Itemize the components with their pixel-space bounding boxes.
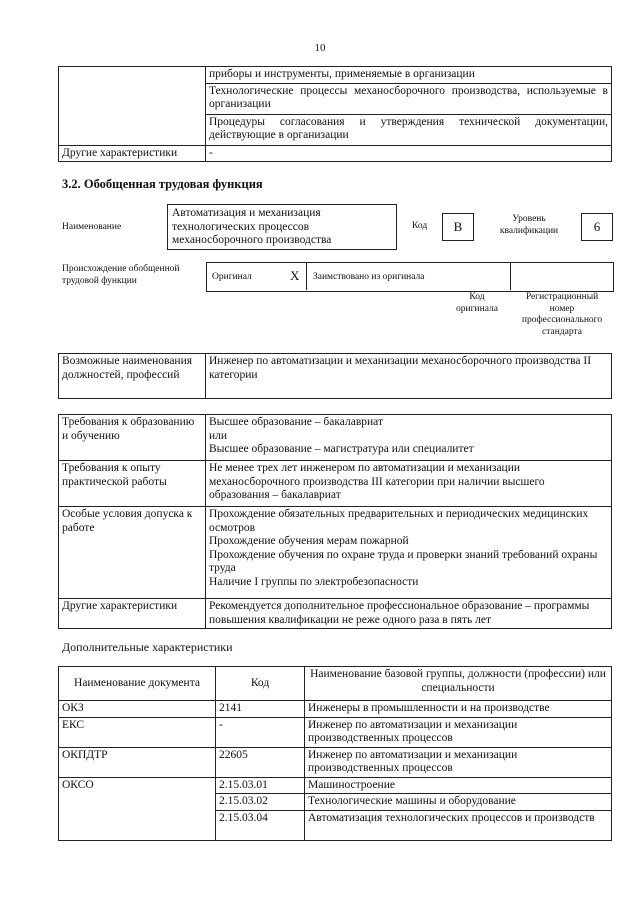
code-cell: - (216, 717, 305, 747)
code-cell: 2.15.03.02 (216, 794, 305, 811)
code-cell: 2141 (216, 701, 305, 718)
function-code: В (442, 213, 474, 241)
table-row (59, 701, 612, 718)
qualification-level: 6 (581, 213, 613, 241)
original-mark: X (290, 268, 300, 283)
top-table-cell: - (206, 145, 612, 162)
requirement-line: Прохождение обязательных предварительных и периодических медицинских осмотров (209, 508, 589, 534)
requirement-value (206, 599, 612, 629)
table-row (59, 717, 612, 747)
requirement-label: Другие характеристики (59, 599, 206, 629)
section-title: 3.2. Обобщенная трудовая функция (62, 177, 263, 191)
name-cell: Инженер по автоматизации и механизации производственных процессов (305, 717, 612, 747)
requirement-line: Наличие I группы по электробезопасности (209, 575, 419, 588)
table-row (59, 747, 612, 777)
requirement-label: Особые условия допуска к работе (59, 507, 206, 599)
doc-cell: ОКЗ (59, 701, 216, 718)
positions-table (58, 353, 612, 399)
requirement-value (206, 507, 612, 599)
additional-header: Наименование документа (59, 667, 216, 701)
top-table-cell-left (59, 114, 206, 145)
additional-title: Дополнительные характеристики (62, 640, 233, 654)
name-cell: Автоматизация технологических процессов и производств (305, 810, 612, 840)
name-cell: Технологические машины и оборудование (305, 794, 612, 811)
requirement-line: Прохождение обучения по охране труда и проверки знаний требований охраны труда (209, 548, 598, 574)
doc-cell: ОКСО (59, 777, 216, 840)
requirement-line: Рекомендуется дополнительное профессиональное образование – программы повышения квалификации не реже одного раза в пять лет (209, 600, 590, 626)
additional-header: Наименование базовой группы, должности (профессии) или специальности (305, 667, 612, 701)
name-cell: Инженер по автоматизации и механизации производственных процессов (305, 747, 612, 777)
requirement-label: Требования к опыту практической работы (59, 461, 206, 507)
requirement-line: Не менее трех лет инженером по автоматизации и механизации механосборочного производства III категории при наличии высшего образования – бакалавриат (209, 462, 545, 501)
code-cell: 22605 (216, 747, 305, 777)
origin-divider (510, 262, 511, 290)
requirement-label: Требования к образованию и обучению (59, 415, 206, 461)
name-cell: Машиностроение (305, 777, 612, 794)
borrowed-label: Заимствовано из оригинала (313, 272, 425, 282)
requirement-line: Высшее образование – бакалавриат (209, 416, 383, 428)
additional-header: Код (216, 667, 305, 701)
top-table-cell-left (59, 67, 206, 84)
requirement-line: Прохождение обучения мерам пожарной (209, 535, 409, 547)
origin-divider (306, 262, 307, 290)
code-label: Код (412, 221, 428, 231)
level-label: Уровень квалификации (499, 214, 559, 236)
top-table (58, 66, 612, 162)
code-cell: 2.15.03.04 (216, 810, 305, 840)
requirements-table (58, 414, 612, 629)
positions-label: Возможные наименования должностей, профессий (59, 354, 206, 399)
original-label: Оригинал (212, 272, 252, 282)
positions-value: Инженер по автоматизации и механизации механосборочного производства II категории (206, 354, 612, 399)
requirement-value (206, 461, 612, 507)
table-row (59, 777, 612, 794)
requirement-line: Высшее образование – магистратура или специалитет (209, 443, 474, 455)
code-original-label: Код оригинала (456, 292, 498, 314)
requirement-value (206, 415, 612, 461)
function-name: Автоматизация и механизация технологических процессов механосборочного производства (167, 204, 397, 250)
origin-label: Происхождение обобщенной трудовой функции (62, 264, 180, 286)
code-cell: 2.15.03.01 (216, 777, 305, 794)
page-number: 10 (314, 42, 326, 54)
top-table-cell: Технологические процессы механосборочного производства, используемые в организации (206, 83, 612, 114)
doc-cell: ОКПДТР (59, 747, 216, 777)
reg-number-label: Регистрационный номер профессионального стандарта (521, 292, 603, 337)
top-table-cell: приборы и инструменты, применяемые в организации (206, 67, 612, 84)
top-table-label: Другие характеристики (59, 145, 206, 162)
requirement-line: или (209, 429, 228, 442)
name-cell: Инженеры в промышленности и на производстве (305, 701, 612, 718)
top-table-cell-left (59, 83, 206, 114)
name-label: Наименование (62, 222, 122, 232)
top-table-cell: Процедуры согласования и утверждения технической документации, действующие в организации (206, 114, 612, 145)
doc-cell: ЕКС (59, 717, 216, 747)
additional-table (58, 666, 612, 841)
